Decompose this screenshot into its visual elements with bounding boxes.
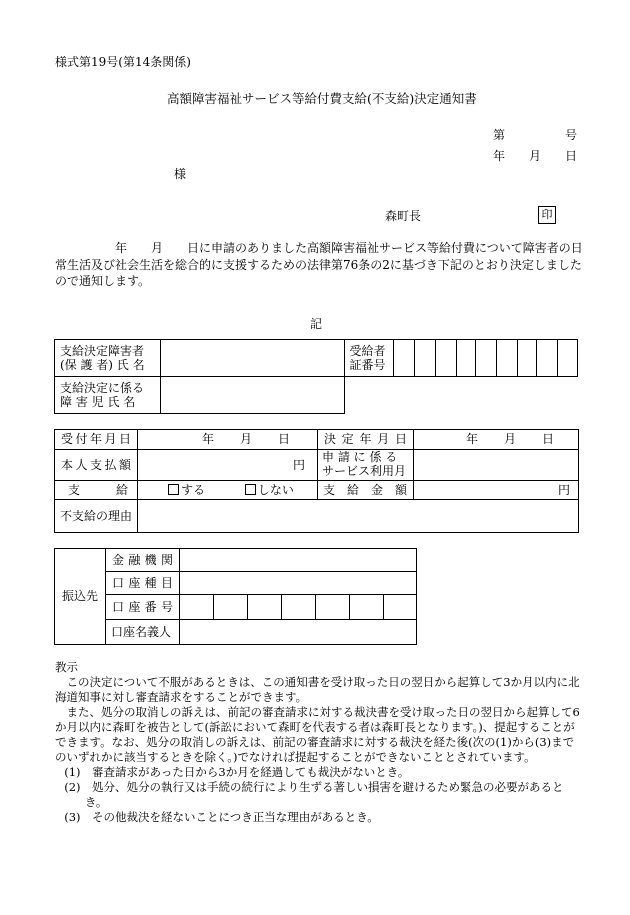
option-no-label: しない [257, 482, 294, 497]
account-type-label: 口 座 種 目 [106, 572, 180, 595]
amount-field[interactable] [414, 481, 579, 500]
service-month-label-line1: 申 請 に 係 る [322, 450, 398, 465]
applicant-table [54, 339, 578, 414]
account-holder-text: 口座名義人 [111, 624, 172, 639]
account-number-label: 口 座 番 号 [106, 595, 180, 620]
self-pay-yen: 円 [292, 457, 305, 472]
account-digit-cell[interactable] [282, 595, 316, 620]
service-month-label [318, 450, 414, 481]
received-month: 月 [240, 432, 253, 447]
date-year: 年 [493, 149, 506, 163]
notice-paragraph-1: この決定について不服があるときは、この通知書を受け取った日の翌日から起算して3か月以内に北海道知事に対し審査請求をすることができます。 [55, 675, 580, 704]
option-no[interactable] [245, 483, 294, 497]
notice-item-1: (1) 審査請求があった日から3か月を経過しても裁決がないとき。 [64, 765, 410, 779]
decision-month: 月 [504, 432, 517, 447]
reason-label [55, 500, 138, 533]
bank-field[interactable] [180, 549, 417, 572]
seal-mark [538, 206, 556, 224]
bank-label: 金 融 機 関 [106, 549, 180, 572]
payment-options [138, 481, 318, 500]
notice-item-2: (2) 処分、処分の執行又は手続の続行により生ずる著しい損害を避けるため緊急の必要があるとき。 [64, 780, 564, 809]
date-day: 日 [565, 149, 578, 163]
cert-digit-cell[interactable] [537, 340, 558, 377]
form-number: 様式第19号(第14条関係) [55, 55, 191, 69]
seal-label: 印 [541, 208, 553, 221]
cert-digit-cell[interactable] [415, 340, 436, 377]
self-pay-field[interactable] [138, 450, 318, 481]
person-name-label-line2: (保 護 者) 氏 名 [60, 358, 145, 372]
received-day: 日 [278, 432, 291, 447]
account-digit-cell[interactable] [214, 595, 248, 620]
account-digit-cell[interactable] [316, 595, 350, 620]
transfer-header-text: 振込先 [61, 589, 98, 604]
decision-date-label: 決 定 年 月 日 [318, 430, 414, 450]
date-month: 月 [529, 149, 542, 163]
self-pay-label: 本 人 支 払 額 [55, 450, 138, 481]
amount-label-text: 支 給 金 額 [323, 482, 408, 497]
option-yes-label: する [181, 482, 206, 497]
person-name-label-line1: 支給決定障害者 [60, 343, 145, 358]
cert-digit-cell[interactable] [394, 340, 415, 377]
cert-digit-cell[interactable] [476, 340, 497, 377]
account-type-field[interactable] [180, 572, 417, 595]
cert-number-label-line1: 受給者 [349, 343, 386, 358]
doc-number-go: 号 [565, 128, 578, 142]
cert-digit-cell[interactable] [456, 340, 476, 377]
notice-section [55, 660, 585, 825]
payment-label-text: 支 給 [68, 482, 129, 497]
amount-yen: 円 [557, 482, 570, 497]
cert-digit-cell[interactable] [435, 340, 456, 377]
decision-table [54, 429, 579, 533]
person-name-label [55, 340, 161, 377]
checkbox-yes-icon[interactable] [168, 484, 179, 495]
cert-digit-cell[interactable] [558, 340, 578, 377]
document-title: 高額障害福祉サービス等給付費支給(不支給)決定通知書 [167, 91, 477, 106]
cert-number-label [344, 340, 394, 377]
account-digit-cell[interactable] [350, 595, 384, 620]
option-yes[interactable] [168, 483, 205, 497]
person-name-field[interactable] [160, 340, 344, 377]
account-digit-cell[interactable] [248, 595, 282, 620]
account-holder-field[interactable] [180, 620, 417, 645]
checkbox-no-icon[interactable] [245, 484, 256, 495]
payment-label [55, 481, 138, 500]
notice-paragraph-2: また、処分の取消しの訴えは、前記の審査請求に対する裁決書を受け取った日の翌日から起算して6か月以内に森町を被告として(訴訟において森町を代表する者は森町長となります。)、提起することができます。なお、処分の取消しの訴えは、前記の審査請求に対する裁決を経た後(次の(1)から(3)までのいずれかに該当するときを除く。)でなければ提起することができないこととされています。 [55, 705, 580, 764]
received-year: 年 [202, 432, 215, 447]
ki-heading: 記 [310, 317, 323, 331]
decision-day: 日 [542, 432, 555, 447]
reason-label-text: 不支給の理由 [60, 508, 133, 523]
notice-item-3: (3) その他裁決を経ないことにつき正当な理由があるとき。 [64, 810, 379, 824]
received-date-field[interactable] [138, 430, 318, 450]
reason-field[interactable] [138, 500, 579, 533]
service-month-label-line2: サービス利用月 [322, 464, 407, 478]
decision-date-field[interactable] [414, 430, 579, 450]
account-digit-cell[interactable] [384, 595, 417, 620]
body-text [55, 240, 585, 290]
service-month-field[interactable] [414, 450, 579, 481]
child-name-label [55, 377, 161, 414]
cert-digit-cell[interactable] [497, 340, 518, 377]
notice-heading: 教示 [55, 660, 78, 674]
transfer-header [55, 549, 106, 645]
body-line-1: 年 月 日に申請のありました高額障害福祉サービス等給付費について障害者の日 [115, 241, 583, 255]
child-name-label-line1: 支給決定に係る [60, 380, 145, 395]
issuer-name: 森町長 [385, 209, 422, 223]
recipient-suffix: 様 [174, 167, 187, 181]
child-name-label-line2: 障 害 児 氏 名 [60, 395, 136, 409]
cert-digit-cell[interactable] [517, 340, 537, 377]
account-digit-cell[interactable] [180, 595, 214, 620]
child-name-field[interactable] [160, 377, 344, 414]
body-line-2: 常生活及び社会生活を総合的に支援するための法律第76条の2に基づき下記のとおり決定しました [55, 257, 582, 272]
amount-label [318, 481, 414, 500]
received-date-label: 受 付 年 月 日 [55, 430, 138, 450]
body-line-3: ので通知します。 [55, 274, 151, 288]
account-holder-label [106, 620, 180, 645]
doc-number-dai: 第 [493, 128, 506, 142]
bank-table [54, 548, 417, 645]
table-gap [344, 377, 577, 414]
cert-number-label-line2: 証番号 [349, 358, 386, 372]
decision-year: 年 [466, 432, 479, 447]
